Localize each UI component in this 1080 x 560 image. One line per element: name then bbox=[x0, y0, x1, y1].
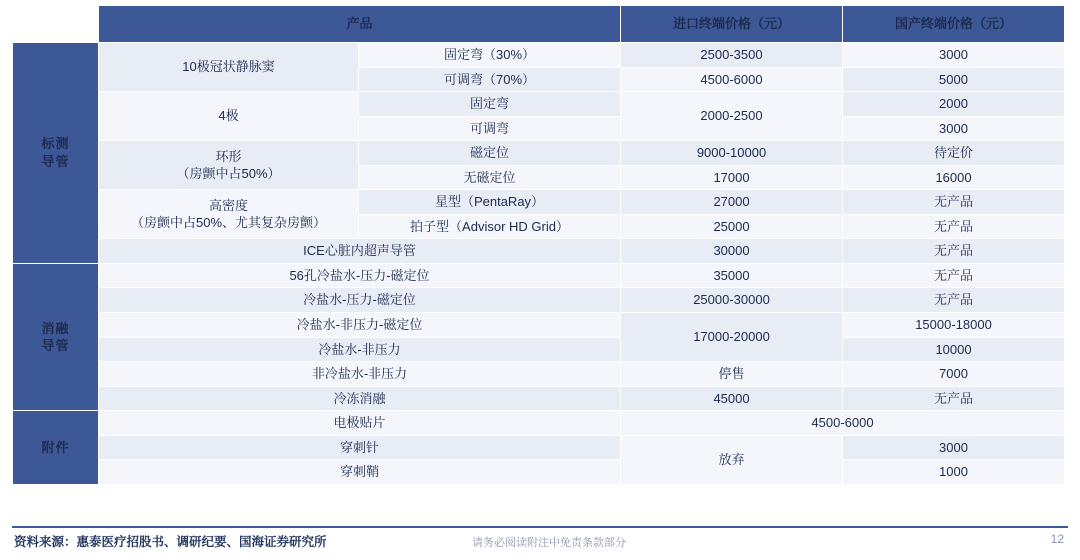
product-cell: 固定弯 bbox=[359, 92, 621, 117]
import-price-cell: 25000-30000 bbox=[621, 288, 843, 313]
import-price-cell: 9000-10000 bbox=[621, 141, 843, 166]
product-cell: 冷冻消融 bbox=[99, 386, 621, 411]
domestic-price-cell: 10000 bbox=[843, 337, 1065, 362]
product-group bbox=[99, 190, 359, 239]
table-row bbox=[13, 362, 1065, 387]
combined-price-cell: 4500-6000 bbox=[621, 411, 1065, 436]
domestic-price-cell: 无产品 bbox=[843, 214, 1065, 239]
header-blank bbox=[13, 6, 99, 43]
table-row bbox=[13, 460, 1065, 485]
domestic-price-cell: 3000 bbox=[843, 43, 1065, 68]
domestic-price-cell: 待定价 bbox=[843, 141, 1065, 166]
product-cell: 固定弯（30%） bbox=[359, 43, 621, 68]
domestic-price-cell: 16000 bbox=[843, 165, 1065, 190]
header-product: 产品 bbox=[99, 6, 621, 43]
category-cell-biaoce: 标测 导管 bbox=[13, 43, 99, 264]
domestic-price-cell: 5000 bbox=[843, 67, 1065, 92]
product-cell: 星型（PentaRay） bbox=[359, 190, 621, 215]
product-group-line1: 环形 bbox=[215, 148, 242, 164]
domestic-price-cell: 无产品 bbox=[843, 386, 1065, 411]
product-cell: 可调弯 bbox=[359, 116, 621, 141]
product-group-line1: 高密度 bbox=[208, 197, 248, 213]
table-row bbox=[13, 141, 1065, 166]
import-price-cell: 4500-6000 bbox=[621, 67, 843, 92]
product-cell: 拍子型（Advisor HD Grid） bbox=[359, 214, 621, 239]
domestic-price-cell: 无产品 bbox=[843, 288, 1065, 313]
table-row bbox=[13, 337, 1065, 362]
product-group-line2: （房颤中占50%、尤其复杂房颤） bbox=[130, 215, 327, 231]
import-price-cell: 35000 bbox=[621, 263, 843, 288]
table-row bbox=[13, 263, 1065, 288]
domestic-price-cell: 2000 bbox=[843, 92, 1065, 117]
product-cell: 冷盐水-压力-磁定位 bbox=[99, 288, 621, 313]
domestic-price-cell: 无产品 bbox=[843, 239, 1065, 264]
product-cell: 非冷盐水-非压力 bbox=[99, 362, 621, 387]
table-row bbox=[13, 386, 1065, 411]
table-row bbox=[13, 43, 1065, 68]
domestic-price-cell: 3000 bbox=[843, 116, 1065, 141]
page-number: 12 bbox=[1050, 532, 1064, 546]
import-price-cell: 17000-20000 bbox=[621, 313, 843, 362]
product-cell: 56孔冷盐水-压力-磁定位 bbox=[99, 263, 621, 288]
import-price-cell: 30000 bbox=[621, 239, 843, 264]
import-price-cell: 45000 bbox=[621, 386, 843, 411]
import-price-cell: 停售 bbox=[621, 362, 843, 387]
product-cell: 无磁定位 bbox=[359, 165, 621, 190]
table-row bbox=[13, 239, 1065, 264]
domestic-price-cell: 无产品 bbox=[843, 190, 1065, 215]
product-cell: 穿刺针 bbox=[99, 435, 621, 460]
category-cell-fujian: 附件 bbox=[13, 411, 99, 485]
import-price-cell: 27000 bbox=[621, 190, 843, 215]
source-note: 资料来源：惠泰医疗招股书、调研纪要、国海证券研究所 bbox=[14, 535, 327, 549]
table-row bbox=[13, 313, 1065, 338]
domestic-price-cell: 15000-18000 bbox=[843, 313, 1065, 338]
import-price-cell: 2000-2500 bbox=[621, 92, 843, 141]
import-price-cell: 2500-3500 bbox=[621, 43, 843, 68]
table-row bbox=[13, 435, 1065, 460]
domestic-price-cell: 3000 bbox=[843, 435, 1065, 460]
disclaimer-note: 请务必阅读附注中免责条款部分 bbox=[472, 537, 626, 549]
footer-divider bbox=[12, 526, 1068, 528]
product-group: 10极冠状静脉窦 bbox=[99, 43, 359, 92]
product-group: 4极 bbox=[99, 92, 359, 141]
import-price-cell: 17000 bbox=[621, 165, 843, 190]
product-cell: 电极贴片 bbox=[99, 411, 621, 436]
table-row bbox=[13, 288, 1065, 313]
table-body bbox=[13, 43, 1065, 485]
product-cell: 穿刺鞘 bbox=[99, 460, 621, 485]
table-row bbox=[13, 92, 1065, 117]
import-price-cell: 放弃 bbox=[621, 435, 843, 484]
product-cell: 磁定位 bbox=[359, 141, 621, 166]
product-cell: ICE心脏内超声导管 bbox=[99, 239, 621, 264]
table-row bbox=[13, 190, 1065, 215]
product-group-line2: （房颤中占50%） bbox=[176, 166, 281, 182]
table-header bbox=[13, 6, 1065, 43]
product-cell: 冷盐水-非压力 bbox=[99, 337, 621, 362]
domestic-price-cell: 7000 bbox=[843, 362, 1065, 387]
domestic-price-cell: 无产品 bbox=[843, 263, 1065, 288]
header-domestic-price: 国产终端价格（元） bbox=[843, 6, 1065, 43]
slide-footer bbox=[12, 526, 1068, 554]
price-table bbox=[12, 5, 1065, 485]
product-group bbox=[99, 141, 359, 190]
product-cell: 可调弯（70%） bbox=[359, 67, 621, 92]
category-cell-xiaorong: 消融 导管 bbox=[13, 263, 99, 410]
table-row bbox=[13, 411, 1065, 436]
domestic-price-cell: 1000 bbox=[843, 460, 1065, 485]
import-price-cell: 25000 bbox=[621, 214, 843, 239]
slide bbox=[0, 5, 1080, 560]
header-import-price: 进口终端价格（元） bbox=[621, 6, 843, 43]
product-cell: 冷盐水-非压力-磁定位 bbox=[99, 313, 621, 338]
